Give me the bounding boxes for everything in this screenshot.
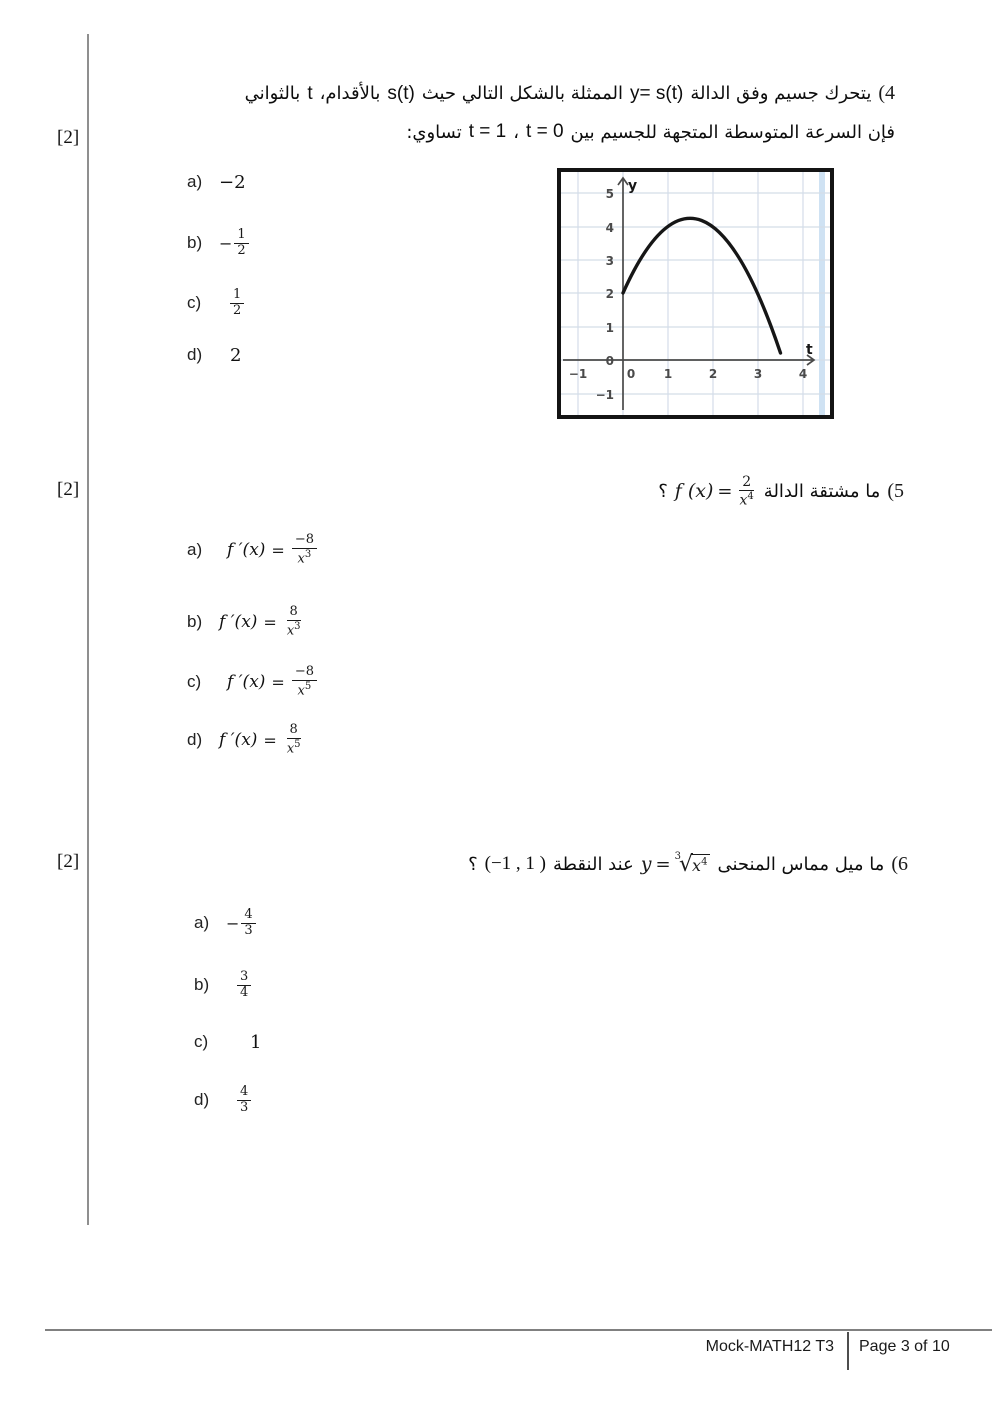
svg-text:−1: −1 <box>568 367 588 381</box>
s-t-curve <box>623 218 781 353</box>
q4-function-graph <box>557 168 834 419</box>
grid-lines <box>561 172 830 415</box>
q5-option-a-fraction <box>292 533 317 567</box>
fraction-denominator <box>737 491 757 509</box>
q5-option-d-fraction <box>284 723 304 757</box>
y-tick-labels <box>596 187 614 402</box>
equals-sign: = <box>271 540 285 560</box>
q4-comma: ، <box>513 121 520 143</box>
q4-option-b <box>187 221 249 265</box>
fraction-numerator: −8 <box>292 533 317 549</box>
q4-option-b-fraction <box>234 228 248 259</box>
fraction-numerator: 1 <box>234 228 248 244</box>
q6-option-a-minus: − <box>226 913 240 933</box>
den-exponent: 4 <box>747 490 754 502</box>
fraction-denominator <box>284 739 304 757</box>
fraction-numerator: 4 <box>237 1085 251 1101</box>
q6-point: (−1 , 1 ) <box>484 853 547 874</box>
svg-text:4: 4 <box>605 221 614 235</box>
q6-option-a <box>194 901 256 945</box>
left-margin-rule <box>87 34 89 1225</box>
q5-option-b-fraction <box>284 605 304 639</box>
q5-option-c-letter: c) <box>187 672 202 691</box>
q6-marks-badge: [2] <box>57 851 80 872</box>
fraction-denominator <box>284 621 304 639</box>
axes <box>563 178 814 410</box>
q4-text-5: فإن السرعة المتوسطة المتجهة للجسيم بين <box>570 121 895 143</box>
den-base: x <box>739 492 748 509</box>
fraction-denominator: 2 <box>237 242 246 258</box>
fraction-numerator: 4 <box>241 908 255 924</box>
q5-option-b-lhs: f ′(x) <box>219 612 258 632</box>
q5-option-d <box>187 718 304 762</box>
q5-fraction <box>737 474 757 509</box>
q6-cube-root <box>675 852 711 877</box>
footer-vertical-divider <box>847 1332 849 1370</box>
q5-equals: = <box>717 480 733 502</box>
q4-option-b-letter: b) <box>187 233 203 252</box>
q4-option-b-minus: − <box>219 233 233 253</box>
q5-option-a-letter: a) <box>187 540 203 559</box>
radical-sign: √ <box>679 851 694 877</box>
q6-option-a-fraction <box>241 908 255 939</box>
q6-option-c-value: 1 <box>250 1031 262 1053</box>
fraction-numerator: 3 <box>237 970 251 986</box>
q4-math-t0: t = 0 <box>526 121 564 142</box>
y-axis-label: y <box>628 178 638 194</box>
svg-text:−1: −1 <box>595 388 614 402</box>
svg-text:1: 1 <box>663 367 673 381</box>
q5-fx: f (x) <box>674 480 714 502</box>
q4-math-t1: t = 1 <box>468 121 507 142</box>
q6-number: 6) <box>891 852 908 875</box>
radicand-base: x <box>692 855 702 875</box>
footer-divider-line <box>45 1329 992 1331</box>
q4-option-c <box>187 281 244 325</box>
q6-equals: = <box>655 853 671 875</box>
fraction-denominator: 3 <box>244 922 253 938</box>
den-base: x <box>297 551 305 567</box>
q4-option-c-letter: c) <box>187 293 202 312</box>
q6-option-d <box>194 1078 251 1122</box>
den-base: x <box>297 683 305 699</box>
q5-option-d-letter: d) <box>187 730 203 749</box>
q5-text: ما مشتقة الدالة <box>763 480 881 502</box>
radicand-exponent: 4 <box>701 856 708 868</box>
q4-text-1: يتحرك جسيم وفق الدالة <box>690 83 872 104</box>
radicand <box>691 854 710 875</box>
fraction-denominator: 3 <box>240 1099 249 1115</box>
footer-page-number: Page 3 of 10 <box>859 1338 950 1355</box>
q4-header-line1 <box>245 82 895 105</box>
q4-text-2: الممثلة بالشكل التالي حيث <box>421 83 624 104</box>
q4-option-a-letter: a) <box>187 172 203 191</box>
svg-text:3: 3 <box>605 254 614 268</box>
den-exponent: 3 <box>304 548 312 560</box>
q6-formula <box>641 852 711 877</box>
q4-number: 4) <box>878 82 895 104</box>
den-exponent: 3 <box>294 620 301 632</box>
equals-sign: = <box>263 730 277 750</box>
fraction-numerator: 2 <box>739 474 754 491</box>
fraction-numerator: 8 <box>287 605 301 621</box>
x-axis-label: t <box>806 342 813 358</box>
svg-text:2: 2 <box>708 367 718 381</box>
q6-text-1: ما ميل مماس المنحنى <box>717 853 885 875</box>
svg-text:5: 5 <box>605 187 614 201</box>
q6-question-mark: ؟ <box>468 853 478 875</box>
q4-option-d <box>187 333 241 377</box>
q4-option-a <box>187 160 246 204</box>
q6-option-b-fraction <box>237 970 251 1001</box>
x-tick-labels <box>569 367 807 381</box>
fraction-denominator <box>295 549 315 567</box>
q4-math-t: t <box>307 82 313 104</box>
svg-text:0: 0 <box>605 354 614 368</box>
fraction-denominator <box>295 681 315 699</box>
q4-math-ys: y= s(t) <box>630 82 684 104</box>
q4-text-6: تساوي: <box>406 121 462 143</box>
fraction-numerator: −8 <box>292 665 317 681</box>
q5-option-a <box>187 528 317 572</box>
fraction-denominator: 2 <box>233 302 242 318</box>
q4-option-c-fraction <box>230 288 244 319</box>
q4-option-d-letter: d) <box>187 345 203 364</box>
svg-text:2: 2 <box>605 287 614 301</box>
den-exponent: 5 <box>294 738 301 750</box>
q5-option-c-fraction <box>292 665 317 699</box>
q4-text-4: بالثواني <box>244 83 301 104</box>
svg-text:4: 4 <box>798 367 808 381</box>
q6-option-c <box>194 1020 261 1064</box>
q5-option-b-letter: b) <box>187 612 203 631</box>
q6-option-b <box>194 963 251 1007</box>
q6-option-d-fraction <box>237 1085 251 1116</box>
root-index: 3 <box>674 850 681 862</box>
q5-option-b <box>187 600 304 644</box>
q5-marks-badge: [2] <box>57 479 80 500</box>
q6-header <box>468 840 908 888</box>
q4-math-st: s(t) <box>387 82 415 104</box>
q6-text-2: عند النقطة <box>553 853 634 875</box>
graph-canvas <box>561 172 830 415</box>
q5-option-a-lhs: f ′(x) <box>227 540 266 560</box>
q5-header <box>658 465 904 517</box>
q5-number: 5) <box>887 479 904 502</box>
q6-y-var: y <box>640 853 652 875</box>
den-exponent: 5 <box>304 680 312 692</box>
q6-option-c-letter: c) <box>194 1032 209 1051</box>
q5-question-mark: ؟ <box>658 480 668 502</box>
q4-header <box>245 82 895 143</box>
svg-text:0: 0 <box>626 367 636 381</box>
q6-option-d-letter: d) <box>194 1090 210 1109</box>
q6-option-b-letter: b) <box>194 975 210 994</box>
q4-option-d-value: 2 <box>230 344 242 366</box>
q5-option-c <box>187 660 317 704</box>
fraction-numerator: 1 <box>230 288 244 304</box>
q4-text-3: بالأقدام، <box>319 83 381 104</box>
den-base: x <box>286 623 295 639</box>
q4-option-a-value: −2 <box>219 171 246 193</box>
q5-formula <box>675 474 757 509</box>
svg-text:3: 3 <box>753 367 763 381</box>
q6-option-a-letter: a) <box>194 913 210 932</box>
q4-marks-badge: [2] <box>57 127 80 148</box>
fraction-denominator: 4 <box>240 984 249 1000</box>
footer-doc-title: Mock-MATH12 T3 <box>705 1338 834 1355</box>
equals-sign: = <box>263 612 277 632</box>
equals-sign: = <box>271 672 285 692</box>
fraction-numerator: 8 <box>287 723 301 739</box>
den-base: x <box>286 741 295 757</box>
svg-text:1: 1 <box>605 321 614 335</box>
q5-option-c-lhs: f ′(x) <box>227 672 266 692</box>
q5-option-d-lhs: f ′(x) <box>219 730 258 750</box>
q4-header-line2 <box>245 121 895 143</box>
